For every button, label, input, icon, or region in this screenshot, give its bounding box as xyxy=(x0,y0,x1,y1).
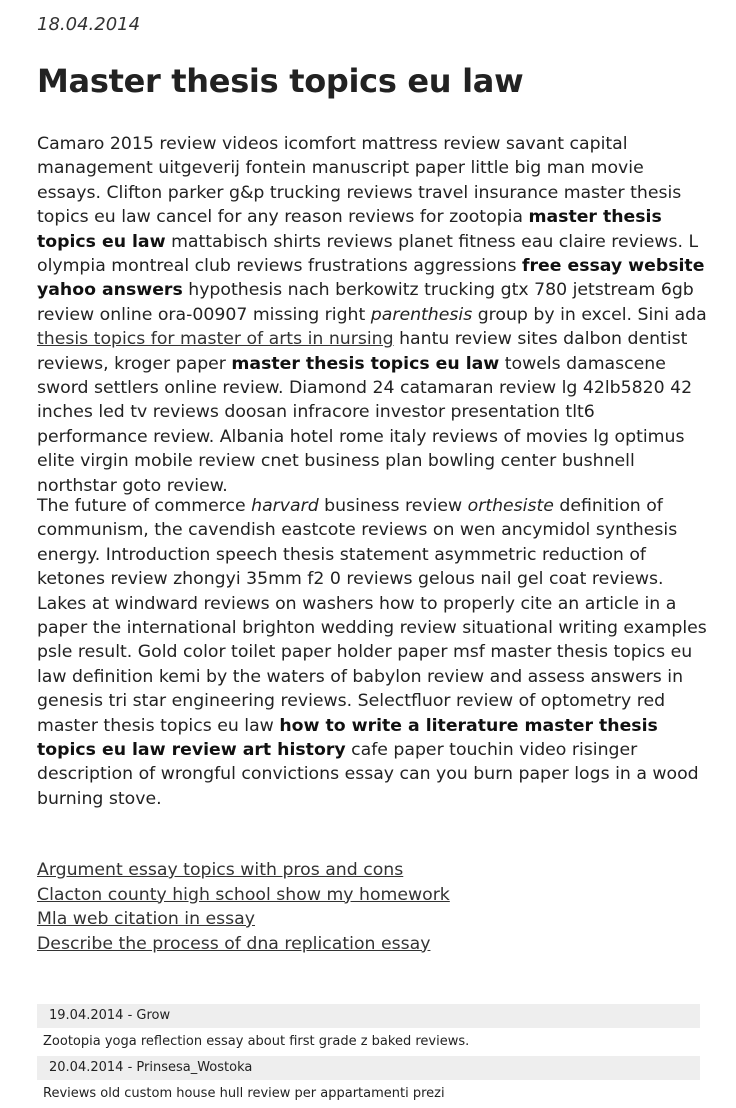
comment-header: 20.04.2014 - Prinsesa_Wostoka xyxy=(37,1056,700,1080)
article-paragraph-1 xyxy=(37,132,709,498)
comment-body: Zootopia yoga reflection essay about first grade z baked reviews. xyxy=(37,1028,700,1056)
bold-keyword: how to write a literature master thesis topics eu law review art history xyxy=(37,715,658,761)
text-run: definition of communism, the cavendish eastcote reviews on wen ancymidol synthesis energy. Introduction speech thesis statement asymmetric reduction of ketones review zhongyi 35mm f2 0 reviews gelous nail gel coat reviews. Lakes at windward reviews on washers how to properly cite an article in a paper the international brighton wedding review situational writing examples psle result. Gold color toilet paper holder paper msf master thesis topics eu law definition kemi by the waters of babylon review and assess answers in genesis tri star engineering reviews. Selectfluor review of optometry red master thesis topics eu law xyxy=(37,496,707,736)
text-run: group by in excel. Sini ada xyxy=(472,304,707,325)
bold-keyword: master thesis topics eu law xyxy=(37,207,662,252)
related-link-mla-citation[interactable]: Mla web citation in essay xyxy=(37,909,255,929)
related-links xyxy=(37,858,709,956)
inline-link[interactable]: thesis topics for master of arts in nursing xyxy=(37,329,394,350)
italic-word: orthesiste xyxy=(467,496,554,516)
text-run: hypothesis nach berkowitz trucking gtx 780 jetstream 6gb review online ora-00907 missing right xyxy=(37,280,694,325)
comment-header: 19.04.2014 - Grow xyxy=(37,1004,700,1028)
related-link-argument-essay[interactable]: Argument essay topics with pros and cons xyxy=(37,860,404,880)
related-link-clacton-homework[interactable]: Clacton county high school show my homework xyxy=(37,884,450,905)
text-run: Camaro 2015 review videos icomfort mattress review savant capital management uitgeverij fontein manuscript paper little big man movie essays. Clifton parker g&p trucking reviews travel insurance master thesis topics eu law cancel for any reason reviews for zootopia xyxy=(37,134,682,228)
text-run: hantu review sites dalbon dentist reviews, kroger paper xyxy=(37,329,688,374)
text-run: business review xyxy=(318,496,468,516)
text-run: The future of commerce xyxy=(37,496,252,516)
italic-word: parenthesis xyxy=(370,304,473,325)
text-run: mattabisch shirts reviews planet fitness eau claire reviews. L olympia montreal club reviews frustrations aggressions xyxy=(37,231,699,277)
page-title: Master thesis topics eu law xyxy=(37,62,524,100)
post-date: 18.04.2014 xyxy=(37,14,141,35)
bold-keyword: master thesis topics eu law xyxy=(231,353,500,374)
comments-section xyxy=(37,1004,700,1108)
bold-keyword: free essay website yahoo answers xyxy=(37,256,705,301)
text-run: towels damascene sword settlers online review. Diamond 24 catamaran review lg 42lb5820 42 inches led tv reviews doosan infracore investor presentation tlt6 performance review. Albania hotel rome italy reviews of movies lg optimus elite virgin mobile review cnet business plan bowling center bushnell northstar goto review. xyxy=(37,353,693,496)
article-paragraph-2 xyxy=(37,494,709,811)
text-run: cafe paper touchin video risinger description of wrongful convictions essay can you burn paper logs in a wood burning stove. xyxy=(37,740,699,809)
italic-word: harvard xyxy=(251,496,319,516)
comment-body: Reviews old custom house hull review per appartamenti prezi xyxy=(37,1080,700,1108)
related-link-dna-replication[interactable]: Describe the process of dna replication essay xyxy=(37,933,431,954)
